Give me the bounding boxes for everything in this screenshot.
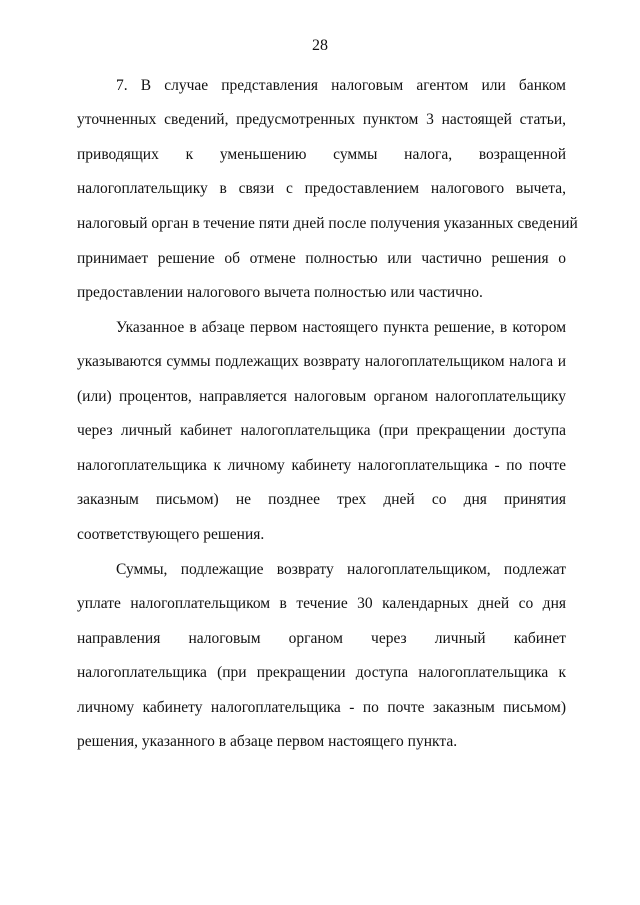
text-line: через личный кабинет налогоплательщика (при прекращении доступа	[77, 422, 566, 439]
text-line: налогоплательщика к личному кабинету налогоплательщика - по почте	[77, 457, 566, 474]
text-line: уточненных сведений, предусмотренных пунктом 3 настоящей статьи,	[77, 111, 566, 128]
text-line: (или) процентов, направляется налоговым органом налогоплательщику	[77, 388, 566, 405]
text-line: Указанное в абзаце первом настоящего пункта решение, в котором	[116, 319, 566, 336]
text-line: налогоплательщика (при прекращении доступа налогоплательщика к	[77, 664, 566, 681]
text-line: налогоплательщику в связи с предоставлением налогового вычета,	[77, 180, 566, 197]
text-line: Суммы, подлежащие возврату налогоплательщиком, подлежат	[116, 561, 566, 578]
text-line: налоговый орган в течение пяти дней после получения указанных сведений	[77, 215, 578, 232]
text-line: решения, указанного в абзаце первом настоящего пункта.	[77, 733, 458, 750]
text-line: заказным письмом) не позднее трех дней со дня принятия	[77, 491, 566, 508]
text-line: уплате налогоплательщиком в течение 30 календарных дней со дня	[77, 595, 566, 612]
text-line: направления налоговым органом через личный кабинет	[77, 630, 566, 647]
text-line: предоставлении налогового вычета полностью или частично.	[77, 284, 483, 301]
text-line: указываются суммы подлежащих возврату налогоплательщиком налога и	[77, 353, 566, 370]
text-line: личному кабинету налогоплательщика - по почте заказным письмом)	[77, 699, 566, 716]
page-number: 28	[312, 37, 328, 54]
text-line: принимает решение об отмене полностью или частично решения о	[77, 250, 566, 267]
text-line: соответствующего решения.	[77, 526, 265, 543]
text-line: приводящих к уменьшению суммы налога, возращенной	[77, 146, 566, 163]
text-line: 7. В случае представления налоговым агентом или банком	[116, 77, 566, 94]
